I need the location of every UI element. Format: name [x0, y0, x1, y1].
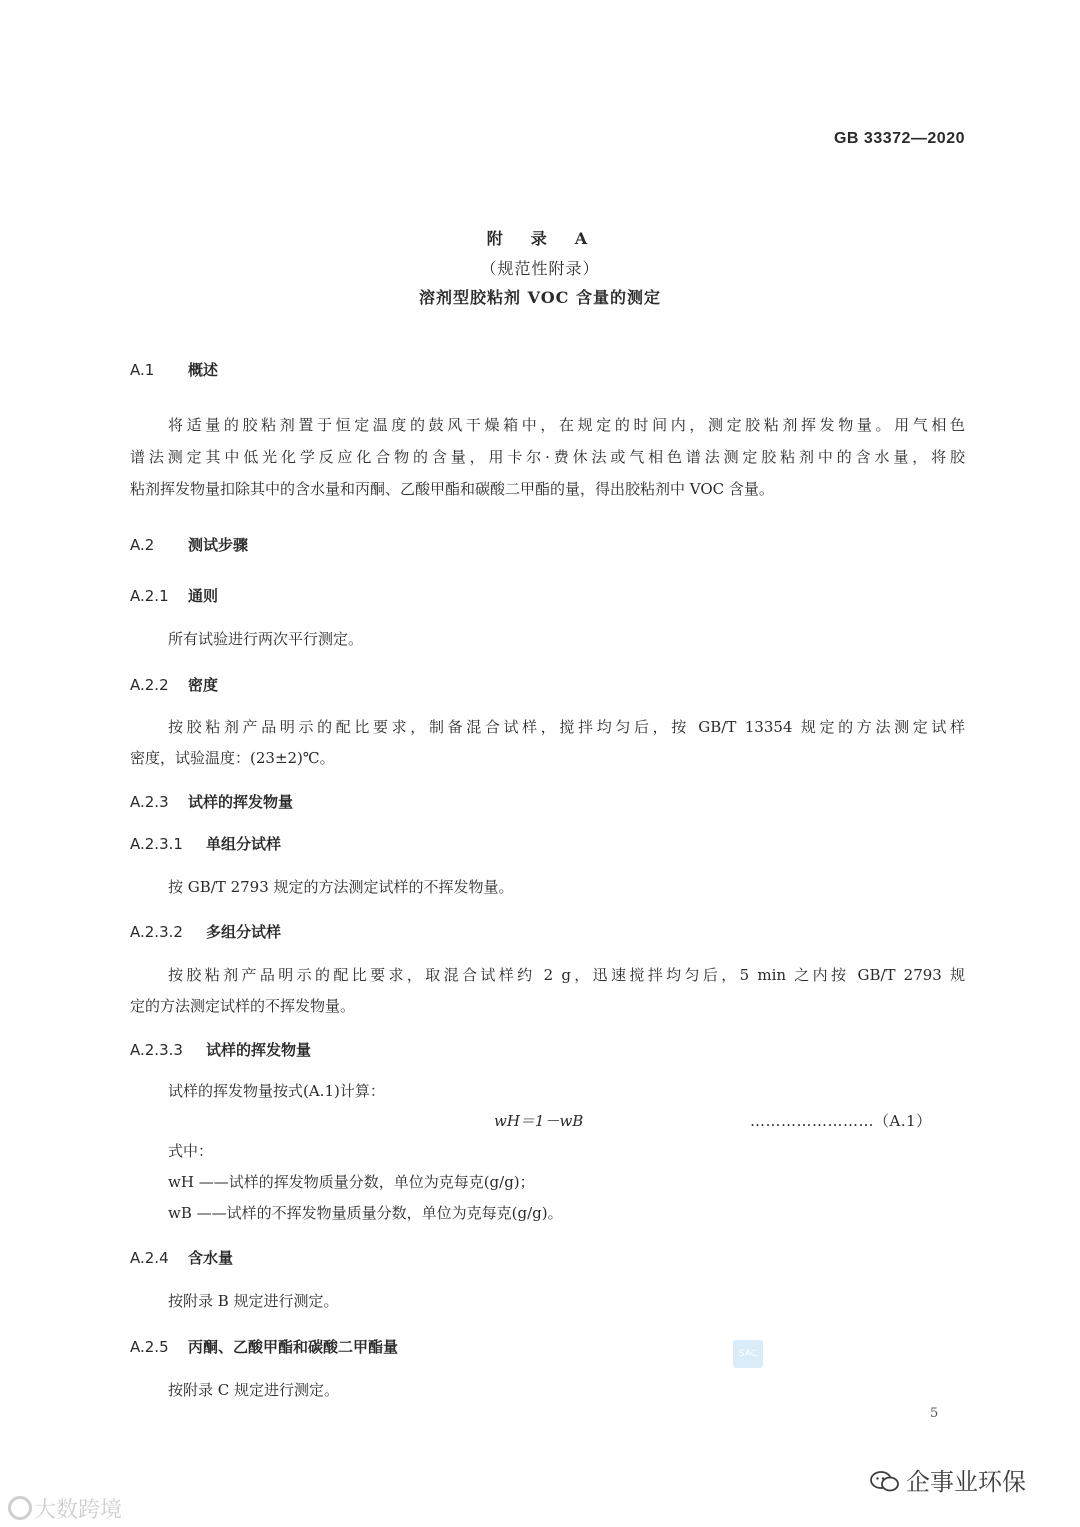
- section-number: A.1: [130, 361, 155, 379]
- section-number: A.2.2: [130, 676, 169, 694]
- section-number: A.2.5: [130, 1338, 169, 1356]
- page-number: 5: [930, 1406, 939, 1421]
- watermark-right: [870, 1462, 1026, 1500]
- section-a2-heading: [130, 534, 248, 555]
- paragraph-line: 谱法测定其中低光化学反应化合物的含量，用卡尔·费休法或气相色谱法测定胶粘剂中的含水量，将胶: [130, 448, 965, 466]
- section-a22-heading: [130, 674, 218, 695]
- section-number: A.2.4: [130, 1249, 169, 1267]
- formula: wH＝1－wB: [494, 1112, 584, 1130]
- wechat-icon: [870, 1470, 900, 1500]
- paragraph-line: 按胶粘剂产品明示的配比要求，取混合试样约 2 g，迅速搅拌均匀后，5 min 之内按 GB/T 2793 规: [168, 966, 965, 984]
- where-label: 式中：: [168, 1142, 214, 1160]
- paragraph-line: 定的方法测定试样的不挥发物量。: [130, 997, 356, 1015]
- section-a23-heading: [130, 791, 293, 812]
- section-a24-heading: [130, 1247, 233, 1268]
- section-number: A.2.1: [130, 587, 169, 605]
- sac-watermark-stamp: SAC: [733, 1340, 763, 1368]
- section-number: A.2: [130, 536, 155, 554]
- appendix-title: 附 录 A: [486, 229, 594, 248]
- section-title: 通则: [188, 587, 219, 605]
- section-title: 试样的挥发物量: [188, 793, 294, 811]
- logo-icon: [8, 1496, 32, 1520]
- section-title: 测试步骤: [188, 536, 249, 554]
- appendix-name: 溶剂型胶粘剂 VOC 含量的测定: [419, 288, 661, 307]
- section-number: A.2.3: [130, 793, 169, 811]
- definition-line: wH ——试样的挥发物质量分数，单位为克每克(g/g)；: [168, 1173, 535, 1191]
- paragraph-line: 按附录 B 规定进行测定。: [168, 1292, 339, 1310]
- definition-line: wB ——试样的不挥发物量质量分数，单位为克每克(g/g)。: [168, 1204, 563, 1222]
- paragraph-line: 粘剂挥发物量扣除其中的含水量和丙酮、乙酸甲酯和碳酸二甲酯的量，得出胶粘剂中 VOC 含量。: [130, 480, 774, 498]
- paragraph-line: 试样的挥发物量按式(A.1)计算：: [168, 1082, 385, 1100]
- section-title: 丙酮、乙酸甲酯和碳酸二甲酯量: [188, 1338, 399, 1356]
- appendix-type: （规范性附录）: [480, 259, 600, 278]
- section-number: A.2.3.1: [130, 835, 183, 853]
- section-title: 含水量: [188, 1249, 234, 1267]
- paragraph-line: 密度，试验温度：(23±2)℃。: [130, 749, 335, 767]
- section-number: A.2.3.3: [130, 1041, 183, 1059]
- section-a231-heading: [130, 833, 281, 854]
- watermark-left: [8, 1493, 122, 1524]
- section-a1-heading: [130, 359, 218, 380]
- section-title: 密度: [188, 676, 219, 694]
- section-title: 概述: [188, 361, 219, 379]
- section-title: 单组分试样: [206, 835, 282, 853]
- section-title: 多组分试样: [206, 923, 282, 941]
- watermark-left-text: 大数跨境: [34, 1498, 123, 1523]
- paragraph-line: 按 GB/T 2793 规定的方法测定试样的不挥发物量。: [168, 878, 514, 896]
- section-a21-heading: [130, 585, 218, 606]
- paragraph-line: 按附录 C 规定进行测定。: [168, 1381, 340, 1399]
- watermark-right-text: 企事业环保: [906, 1468, 1026, 1496]
- section-number: A.2.3.2: [130, 923, 183, 941]
- section-a233-heading: [130, 1039, 311, 1060]
- paragraph-line: 按胶粘剂产品明示的配比要求，制备混合试样，搅拌均匀后，按 GB/T 13354 规定的方法测定试样: [168, 718, 965, 736]
- section-title: 试样的挥发物量: [206, 1041, 312, 1059]
- formula-reference: ……………………（A.1）: [750, 1112, 932, 1130]
- section-a25-heading: [130, 1336, 398, 1357]
- paragraph-line: 将适量的胶粘剂置于恒定温度的鼓风干燥箱中，在规定的时间内，测定胶粘剂挥发物量。用气相色: [168, 416, 965, 434]
- paragraph-line: 所有试验进行两次平行测定。: [168, 630, 364, 648]
- section-a232-heading: [130, 921, 281, 942]
- standard-code: GB 33372—2020: [833, 130, 965, 147]
